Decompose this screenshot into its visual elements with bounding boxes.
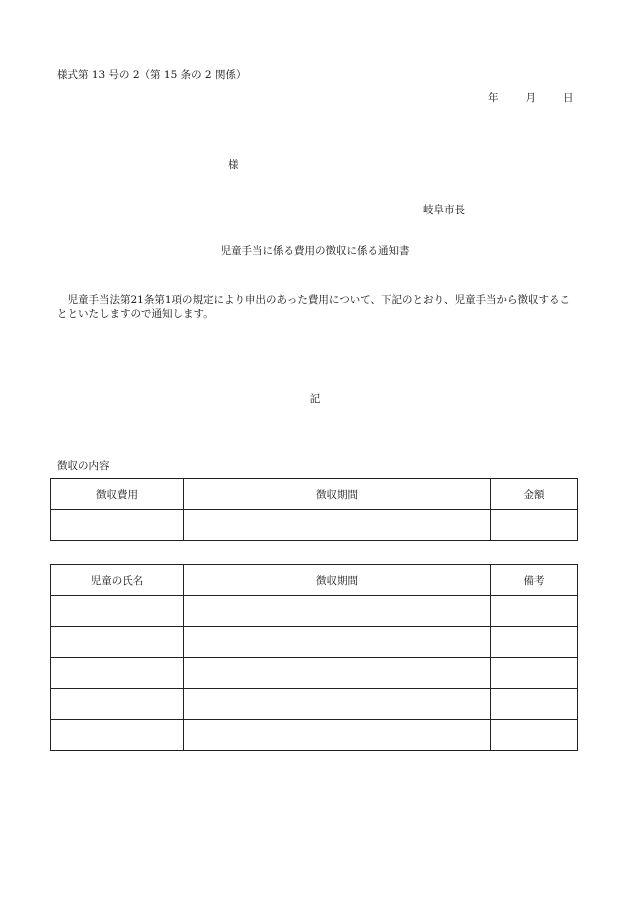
table-header-row	[51, 479, 578, 510]
date-year-label: 年	[488, 92, 499, 104]
table-cell	[51, 658, 184, 689]
table-cell	[184, 627, 491, 658]
header-collection-period: 徴収期間	[184, 479, 491, 510]
table-header-row	[51, 565, 578, 596]
document-title: 児童手当に係る費用の徴収に係る通知書	[220, 245, 410, 257]
table-row	[51, 596, 578, 627]
table-cell	[491, 658, 578, 689]
header-collection-period: 徴収期間	[184, 565, 491, 596]
children-table	[50, 564, 578, 751]
table-row	[51, 689, 578, 720]
table-cell	[51, 689, 184, 720]
header-collection-fee: 徴収費用	[51, 479, 184, 510]
date-month-label: 月	[525, 92, 536, 104]
table-cell	[491, 720, 578, 751]
table-row	[51, 510, 578, 541]
body-text: 児童手当法第21条第1項の規定により申出のあった費用について、下記のとおり、児童手当から徴収することといたしますので通知します。	[57, 294, 571, 320]
ki-heading: 記	[309, 393, 321, 405]
date-day-label: 日	[563, 92, 574, 104]
table-cell	[51, 510, 184, 541]
table-cell	[51, 627, 184, 658]
section-label: 徴収の内容	[57, 460, 110, 472]
table-cell	[491, 510, 578, 541]
table-cell	[184, 720, 491, 751]
table-cell	[184, 510, 491, 541]
table-cell	[491, 627, 578, 658]
table-cell	[491, 596, 578, 627]
table-cell	[184, 596, 491, 627]
table-cell	[491, 689, 578, 720]
issuer-name: 岐阜市長	[423, 204, 465, 216]
table-cell	[51, 596, 184, 627]
header-amount: 金額	[491, 479, 578, 510]
form-number: 様式第 13 号の 2（第 15 条の 2 関係）	[57, 69, 247, 81]
table-row	[51, 627, 578, 658]
table-cell	[51, 720, 184, 751]
header-child-name: 児童の氏名	[51, 565, 184, 596]
collection-table	[50, 478, 578, 541]
header-remarks: 備考	[491, 565, 578, 596]
table-row	[51, 658, 578, 689]
table-cell	[184, 658, 491, 689]
table-cell	[184, 689, 491, 720]
date-line	[488, 90, 574, 105]
table-row	[51, 720, 578, 751]
addressee-suffix: 様	[228, 159, 239, 171]
